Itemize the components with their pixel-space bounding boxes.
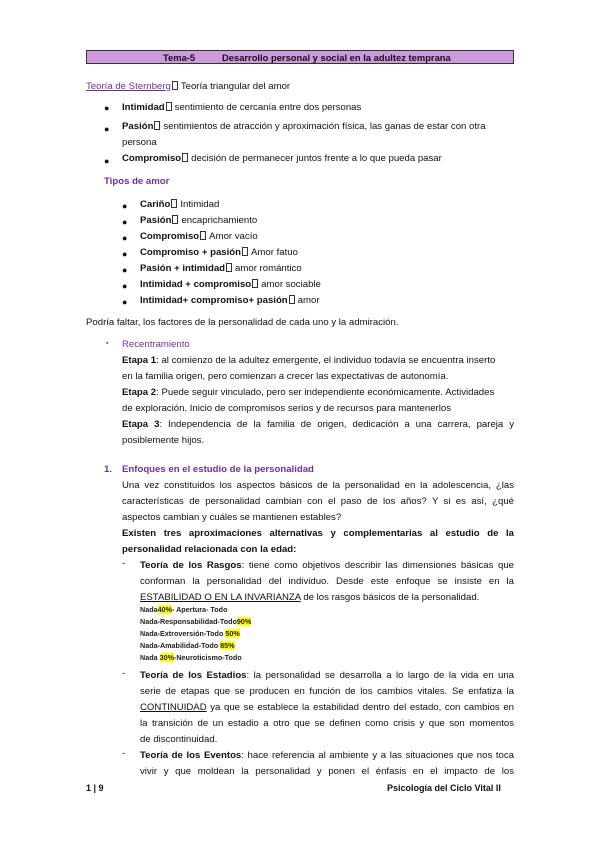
dash-icon: - <box>122 668 126 679</box>
trait-line: Nada-Amabilidad-Todo 85% <box>140 641 235 650</box>
bullet-icon: ● <box>104 103 110 113</box>
arrow-glyph-icon <box>166 102 172 111</box>
eventos-line: vivir y que moldean la personalidad y ponen el énfasis en el impacto de los <box>140 766 514 777</box>
rasgos-line: conforman la personalidad del individuo. Desde este enfoque se insiste en la <box>140 576 514 587</box>
bullet-icon: ● <box>122 233 128 243</box>
note-text: Podría faltar, los factores de la personalidad de cada uno y la admiración. <box>86 317 399 328</box>
bullet-icon: ● <box>122 297 128 307</box>
arrow-glyph-icon <box>154 121 160 130</box>
bullet-icon: ● <box>122 249 128 259</box>
intro-line: Una vez constituidos los aspectos básicos de la personalidad en la adolescencia, ¿las <box>122 480 514 491</box>
estadios-line: serie de etapas que se producen en función de los cambios vitales. Se enfatiza la <box>140 686 514 697</box>
arrow-glyph-icon <box>289 295 295 304</box>
arrow-glyph-icon <box>242 247 248 256</box>
estadios-line: la transición de un estadio a otro que se definen como crisis y que son momentos <box>140 718 514 729</box>
bullet-icon: ● <box>122 201 128 211</box>
sternberg-line: Teoría de Sternberg Teoría triangular del amor <box>86 81 291 92</box>
estadios-line: Teoría de los Estadios: la personalidad se desarrolla a lo largo de la vida en una <box>140 670 514 681</box>
bullet-icon: ● <box>122 281 128 291</box>
list-item: Intimidad + compromiso amor sociable <box>140 279 321 290</box>
bullet-icon: ● <box>104 156 110 166</box>
bold-statement: Existen tres aproximaciones alternativas y complementarias al estudio de la <box>122 528 514 539</box>
list-item: Compromiso + pasión Amor fatuo <box>140 247 298 258</box>
page-number: 1 | 9 <box>86 783 104 793</box>
rasgos-line: ESTABILIDAD O EN LA INVARIANZA de los rasgos básicos de la personalidad. <box>140 592 480 603</box>
trait-line: Nada 30%-Neuroticismo-Todo <box>140 653 242 662</box>
etapa-2-cont: de exploración. Inicio de compromisos serios y de recursos para mantenerlos <box>122 403 452 414</box>
etapa-3: Etapa 3: Independencia de la familia de origen, dedicación a una carrera, pareja y <box>122 419 514 430</box>
trait-line: Nada-Extroversión-Todo 50% <box>140 629 240 638</box>
list-item: Compromiso decisión de permanecer juntos frente a lo que pueda pasar <box>122 153 442 164</box>
arrow-glyph-icon <box>200 231 206 240</box>
arrow-glyph-icon <box>252 279 258 288</box>
etapa-2: Etapa 2: Puede seguir vinculado, pero ser independiente económicamente. Actividades <box>122 387 495 398</box>
dash-icon: - <box>122 748 126 759</box>
list-item: Compromiso Amor vacío <box>140 231 258 242</box>
sternberg-link[interactable]: Teoría de Sternberg <box>86 81 171 92</box>
section-number: 1. <box>104 464 113 475</box>
trait-line: Nada-Responsabilidad-Todo90% <box>140 617 252 626</box>
list-item: Cariño Intimidad <box>140 199 220 210</box>
etapa-3-cont: posiblemente hijos. <box>122 435 205 446</box>
estadios-line: de discontinuidad. <box>140 734 218 745</box>
topic-number: Tema-5 <box>163 52 196 63</box>
etapa-1-cont: en la familia origen, pero comienzan a crecer las expectativas de autonomía. <box>122 371 449 382</box>
bullet-icon: ● <box>104 124 110 134</box>
intro-line: aspectos cambian y cuáles se mantienen estables? <box>122 512 342 523</box>
arrow-glyph-icon <box>172 81 178 90</box>
trait-line: Nada40%- Apertura- Todo <box>140 605 228 614</box>
tipos-heading: Tipos de amor <box>104 176 170 187</box>
list-item: Intimidad+ compromiso+ pasión amor <box>140 295 320 306</box>
arrow-glyph-icon <box>171 199 177 208</box>
bullet-icon: ● <box>122 265 128 275</box>
arrow-glyph-icon <box>172 215 178 224</box>
estadios-line: CONTINUIDAD ya que se establece la estabilidad dentro del estado, con cambios en <box>140 702 514 713</box>
bold-statement: personalidad relacionada con la edad: <box>122 544 297 555</box>
rasgos-line: Teoría de los Rasgos: tiene como objetivos describir las dimensiones básicas que <box>140 560 514 571</box>
list-item: Intimidad sentimiento de cercanía entre dos personas <box>122 102 362 113</box>
small-bullet-icon: ▪ <box>106 340 109 347</box>
dash-icon: - <box>122 558 126 569</box>
list-item-continued: persona <box>122 137 157 148</box>
section-heading: Enfoques en el estudio de la personalidad <box>122 464 314 475</box>
course-name: Psicología del Ciclo Vital II <box>387 783 501 793</box>
arrow-glyph-icon <box>182 153 188 162</box>
list-item: Pasión encaprichamiento <box>140 215 258 226</box>
etapa-1: Etapa 1: al comienzo de la adultez emergente, el individuo todavía se encuentra inserto <box>122 355 496 366</box>
arrow-glyph-icon <box>226 263 232 272</box>
page-title-banner <box>86 50 514 64</box>
list-item: Pasión + intimidad amor romántico <box>140 263 302 274</box>
list-item: Pasión sentimientos de atracción y aproximación física, las ganas de estar con otra <box>122 121 486 132</box>
intro-line: características de personalidad cambian con el paso de los años? Y si es así, ¿qué <box>122 496 514 507</box>
bullet-icon: ● <box>122 217 128 227</box>
page-title: Desarrollo personal y social en la adultez temprana <box>222 52 451 63</box>
recentramiento-heading: Recentramiento <box>122 339 190 350</box>
eventos-line: Teoría de los Eventos: hace referencia al ambiente y a las situaciones que nos toca <box>140 750 515 761</box>
